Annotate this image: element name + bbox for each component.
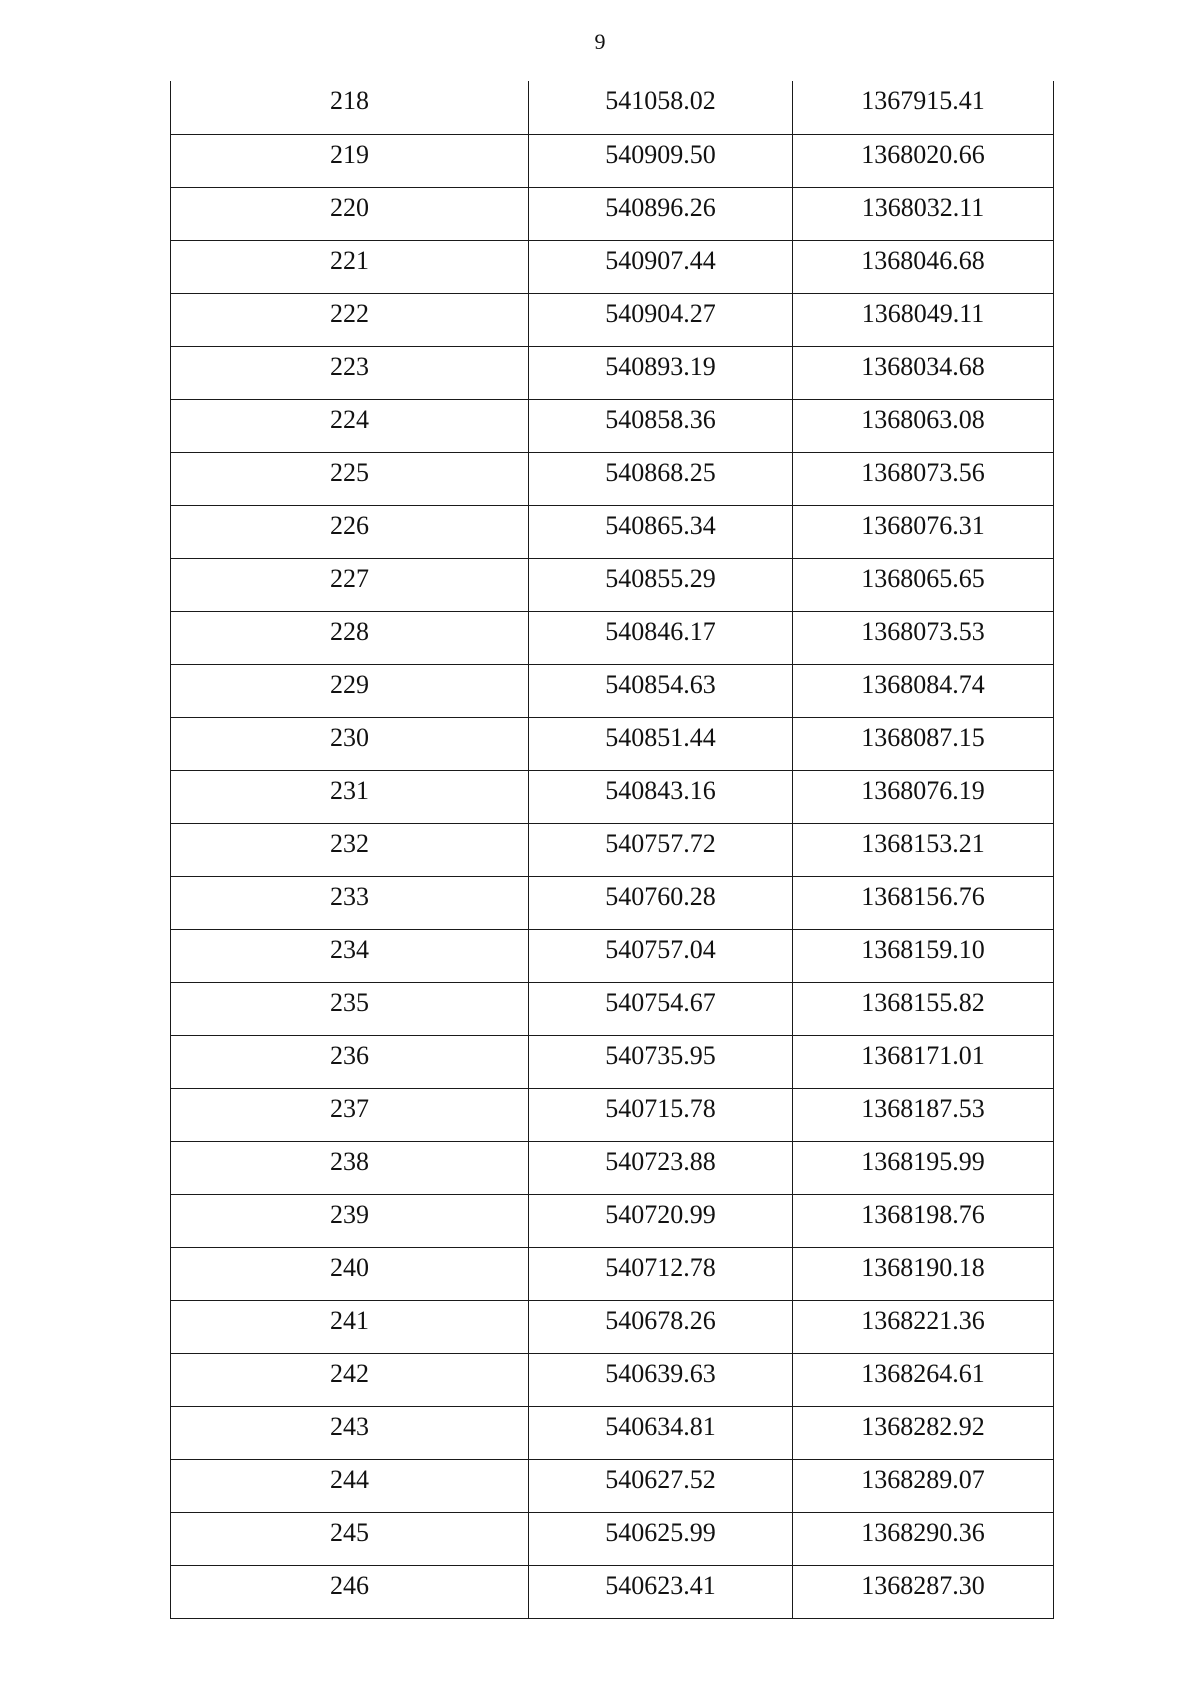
point-number-cell: 239 xyxy=(171,1194,529,1247)
table-row xyxy=(171,611,1054,664)
y-coordinate-cell: 1368153.21 xyxy=(793,823,1054,876)
table-row xyxy=(171,1459,1054,1512)
table-row xyxy=(171,187,1054,240)
table-row xyxy=(171,558,1054,611)
point-number-cell: 228 xyxy=(171,611,529,664)
point-number-cell: 234 xyxy=(171,929,529,982)
y-coordinate-cell: 1368073.53 xyxy=(793,611,1054,664)
y-coordinate-cell: 1368063.08 xyxy=(793,399,1054,452)
y-coordinate-cell: 1368289.07 xyxy=(793,1459,1054,1512)
x-coordinate-cell: 541058.02 xyxy=(529,81,793,134)
x-coordinate-cell: 540715.78 xyxy=(529,1088,793,1141)
table-row xyxy=(171,823,1054,876)
y-coordinate-cell: 1368046.68 xyxy=(793,240,1054,293)
y-coordinate-cell: 1368034.68 xyxy=(793,346,1054,399)
table-row xyxy=(171,1300,1054,1353)
point-number-cell: 229 xyxy=(171,664,529,717)
point-number-cell: 227 xyxy=(171,558,529,611)
point-number-cell: 230 xyxy=(171,717,529,770)
x-coordinate-cell: 540639.63 xyxy=(529,1353,793,1406)
table-row xyxy=(171,1406,1054,1459)
x-coordinate-cell: 540754.67 xyxy=(529,982,793,1035)
y-coordinate-cell: 1368049.11 xyxy=(793,293,1054,346)
x-coordinate-cell: 540843.16 xyxy=(529,770,793,823)
point-number-cell: 235 xyxy=(171,982,529,1035)
x-coordinate-cell: 540760.28 xyxy=(529,876,793,929)
table-row xyxy=(171,399,1054,452)
y-coordinate-cell: 1368171.01 xyxy=(793,1035,1054,1088)
x-coordinate-cell: 540865.34 xyxy=(529,505,793,558)
x-coordinate-cell: 540855.29 xyxy=(529,558,793,611)
table-row xyxy=(171,929,1054,982)
x-coordinate-cell: 540757.04 xyxy=(529,929,793,982)
table-row xyxy=(171,1141,1054,1194)
table-row xyxy=(171,452,1054,505)
table-row xyxy=(171,134,1054,187)
y-coordinate-cell: 1368087.15 xyxy=(793,717,1054,770)
x-coordinate-cell: 540735.95 xyxy=(529,1035,793,1088)
y-coordinate-cell: 1368198.76 xyxy=(793,1194,1054,1247)
x-coordinate-cell: 540678.26 xyxy=(529,1300,793,1353)
x-coordinate-cell: 540627.52 xyxy=(529,1459,793,1512)
point-number-cell: 220 xyxy=(171,187,529,240)
table-row xyxy=(171,1247,1054,1300)
y-coordinate-cell: 1368187.53 xyxy=(793,1088,1054,1141)
table-row xyxy=(171,81,1054,134)
point-number-cell: 231 xyxy=(171,770,529,823)
point-number-cell: 233 xyxy=(171,876,529,929)
point-number-cell: 222 xyxy=(171,293,529,346)
point-number-cell: 225 xyxy=(171,452,529,505)
y-coordinate-cell: 1368032.11 xyxy=(793,187,1054,240)
table-row xyxy=(171,1035,1054,1088)
x-coordinate-cell: 540712.78 xyxy=(529,1247,793,1300)
x-coordinate-cell: 540896.26 xyxy=(529,187,793,240)
y-coordinate-cell: 1368287.30 xyxy=(793,1565,1054,1618)
point-number-cell: 244 xyxy=(171,1459,529,1512)
table-row xyxy=(171,1512,1054,1565)
table-row xyxy=(171,1088,1054,1141)
x-coordinate-cell: 540893.19 xyxy=(529,346,793,399)
x-coordinate-cell: 540858.36 xyxy=(529,399,793,452)
y-coordinate-cell: 1368073.56 xyxy=(793,452,1054,505)
table-row xyxy=(171,1194,1054,1247)
x-coordinate-cell: 540720.99 xyxy=(529,1194,793,1247)
coordinates-table-body xyxy=(171,81,1054,1618)
table-row xyxy=(171,717,1054,770)
y-coordinate-cell: 1368076.31 xyxy=(793,505,1054,558)
x-coordinate-cell: 540907.44 xyxy=(529,240,793,293)
table-row xyxy=(171,664,1054,717)
point-number-cell: 236 xyxy=(171,1035,529,1088)
point-number-cell: 221 xyxy=(171,240,529,293)
point-number-cell: 219 xyxy=(171,134,529,187)
x-coordinate-cell: 540757.72 xyxy=(529,823,793,876)
y-coordinate-cell: 1368065.65 xyxy=(793,558,1054,611)
table-row xyxy=(171,1353,1054,1406)
table-row xyxy=(171,770,1054,823)
x-coordinate-cell: 540723.88 xyxy=(529,1141,793,1194)
point-number-cell: 242 xyxy=(171,1353,529,1406)
point-number-cell: 224 xyxy=(171,399,529,452)
coordinates-table-container xyxy=(170,81,1053,1619)
x-coordinate-cell: 540868.25 xyxy=(529,452,793,505)
x-coordinate-cell: 540623.41 xyxy=(529,1565,793,1618)
x-coordinate-cell: 540634.81 xyxy=(529,1406,793,1459)
table-row xyxy=(171,876,1054,929)
table-row xyxy=(171,346,1054,399)
point-number-cell: 240 xyxy=(171,1247,529,1300)
y-coordinate-cell: 1368195.99 xyxy=(793,1141,1054,1194)
table-row xyxy=(171,1565,1054,1618)
table-row xyxy=(171,240,1054,293)
y-coordinate-cell: 1368076.19 xyxy=(793,770,1054,823)
point-number-cell: 226 xyxy=(171,505,529,558)
x-coordinate-cell: 540851.44 xyxy=(529,717,793,770)
table-row xyxy=(171,982,1054,1035)
table-row xyxy=(171,505,1054,558)
point-number-cell: 232 xyxy=(171,823,529,876)
x-coordinate-cell: 540846.17 xyxy=(529,611,793,664)
y-coordinate-cell: 1368155.82 xyxy=(793,982,1054,1035)
y-coordinate-cell: 1368084.74 xyxy=(793,664,1054,717)
point-number-cell: 238 xyxy=(171,1141,529,1194)
coordinates-table xyxy=(170,81,1054,1619)
point-number-cell: 237 xyxy=(171,1088,529,1141)
table-row xyxy=(171,293,1054,346)
x-coordinate-cell: 540854.63 xyxy=(529,664,793,717)
point-number-cell: 243 xyxy=(171,1406,529,1459)
point-number-cell: 223 xyxy=(171,346,529,399)
point-number-cell: 218 xyxy=(171,81,529,134)
point-number-cell: 245 xyxy=(171,1512,529,1565)
y-coordinate-cell: 1368020.66 xyxy=(793,134,1054,187)
y-coordinate-cell: 1368221.36 xyxy=(793,1300,1054,1353)
page-number: 9 xyxy=(594,29,606,54)
y-coordinate-cell: 1368282.92 xyxy=(793,1406,1054,1459)
y-coordinate-cell: 1368190.18 xyxy=(793,1247,1054,1300)
y-coordinate-cell: 1367915.41 xyxy=(793,81,1054,134)
y-coordinate-cell: 1368264.61 xyxy=(793,1353,1054,1406)
point-number-cell: 246 xyxy=(171,1565,529,1618)
x-coordinate-cell: 540625.99 xyxy=(529,1512,793,1565)
y-coordinate-cell: 1368159.10 xyxy=(793,929,1054,982)
x-coordinate-cell: 540904.27 xyxy=(529,293,793,346)
y-coordinate-cell: 1368290.36 xyxy=(793,1512,1054,1565)
x-coordinate-cell: 540909.50 xyxy=(529,134,793,187)
point-number-cell: 241 xyxy=(171,1300,529,1353)
y-coordinate-cell: 1368156.76 xyxy=(793,876,1054,929)
